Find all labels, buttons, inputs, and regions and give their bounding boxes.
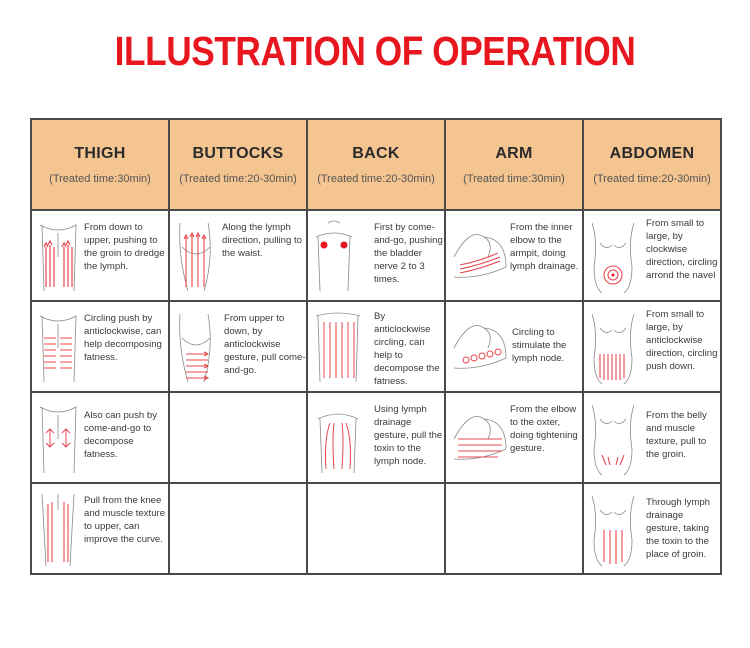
- header-abdomen: [583, 119, 721, 210]
- cell-arm: [445, 392, 583, 483]
- arm-illustration: [450, 308, 510, 386]
- header-back: [307, 119, 445, 210]
- cell-thigh: [31, 301, 169, 392]
- thigh-illustration: [36, 399, 80, 477]
- cell-thigh: [31, 392, 169, 483]
- header-row: [31, 119, 721, 210]
- arm-illustration: [450, 399, 510, 477]
- cell-arm: [445, 301, 583, 392]
- table-row: [31, 210, 721, 301]
- buttocks-illustration: [174, 308, 218, 386]
- operation-table: [30, 118, 722, 575]
- back-illustration: [312, 217, 356, 295]
- instruction-text: From the elbow to the oxter, doing tightening gesture.: [510, 404, 578, 454]
- cell-abdomen: [583, 301, 721, 392]
- header-arm: [445, 119, 583, 210]
- cell-abdomen: [583, 483, 721, 574]
- abdomen-illustration: [588, 399, 638, 477]
- instruction-text: By anticlockwise circling, can help to decompose the fatness.: [374, 311, 440, 387]
- cell-buttocks: [169, 210, 307, 301]
- cell-buttocks-empty: [169, 483, 307, 574]
- back-illustration: [312, 308, 364, 386]
- column-time: (Treated time:30min): [49, 172, 151, 185]
- column-time: (Treated time:30min): [463, 172, 565, 185]
- column-time: (Treated time:20-30min): [179, 172, 297, 185]
- cell-thigh: [31, 210, 169, 301]
- column-time: (Treated time:20-30min): [317, 172, 435, 185]
- cell-buttocks: [169, 301, 307, 392]
- thigh-illustration: [36, 217, 80, 295]
- column-name: THIGH: [74, 144, 126, 162]
- column-name: ARM: [495, 144, 533, 162]
- cell-abdomen: [583, 392, 721, 483]
- cell-back-empty: [307, 483, 445, 574]
- instruction-text: Using lymph drainage gesture, pull the toxin to the lymph node.: [374, 404, 443, 467]
- table-row: [31, 301, 721, 392]
- cell-back: [307, 301, 445, 392]
- abdomen-illustration: [588, 490, 638, 568]
- instruction-text: From the belly and muscle texture, pull to the groin.: [646, 410, 707, 460]
- cell-back: [307, 392, 445, 483]
- instruction-text: From down to upper, pushing to the groin to dredge the lymph.: [84, 222, 165, 272]
- header-buttocks: [169, 119, 307, 210]
- instruction-text: First by come-and-go, pushing the bladder nerve 2 to 3 times.: [374, 222, 443, 285]
- instruction-text: From upper to down, by anticlockwise gesture, pull come-and-go.: [224, 313, 306, 376]
- cell-back: [307, 210, 445, 301]
- instruction-text: From the inner elbow to the armpit, doing lymph drainage.: [510, 222, 579, 272]
- table-row: [31, 392, 721, 483]
- cell-thigh: [31, 483, 169, 574]
- arm-illustration: [450, 217, 510, 295]
- thigh-illustration: [36, 490, 80, 568]
- back-illustration: [312, 399, 364, 477]
- instruction-text: From small to large, by clockwise direction, circling arrond the navel: [646, 218, 718, 281]
- instruction-text: From small to large, by anticlockwise direction, circling push down.: [646, 309, 718, 372]
- page-title: ILLUSTRATION OF OPERATION: [114, 28, 636, 74]
- instruction-text: Through lymph drainage gesture, taking the toxin to the place of groin.: [646, 497, 710, 560]
- instruction-text: Circling to stimulate the lymph node.: [512, 327, 567, 364]
- header-thigh: [31, 119, 169, 210]
- buttocks-illustration: [174, 217, 218, 295]
- column-time: (Treated time:20-30min): [593, 172, 711, 185]
- cell-abdomen: [583, 210, 721, 301]
- column-name: BACK: [352, 144, 400, 162]
- thigh-illustration: [36, 308, 80, 386]
- instruction-text: Also can push by come-and-go to decompose fatness.: [84, 410, 158, 460]
- abdomen-illustration: [588, 217, 638, 295]
- instruction-text: Along the lymph direction, pulling to the waist.: [222, 222, 302, 259]
- instruction-text: Circling push by anticlockwise, can help decomposing fatness.: [84, 313, 162, 363]
- table-row: [31, 483, 721, 574]
- column-name: BUTTOCKS: [192, 144, 284, 162]
- cell-arm-empty: [445, 483, 583, 574]
- column-name: ABDOMEN: [609, 144, 695, 162]
- cell-arm: [445, 210, 583, 301]
- cell-buttocks-empty: [169, 392, 307, 483]
- instruction-text: Pull from the knee and muscle texture to upper, can improve the curve.: [84, 495, 166, 545]
- abdomen-illustration: [588, 308, 638, 386]
